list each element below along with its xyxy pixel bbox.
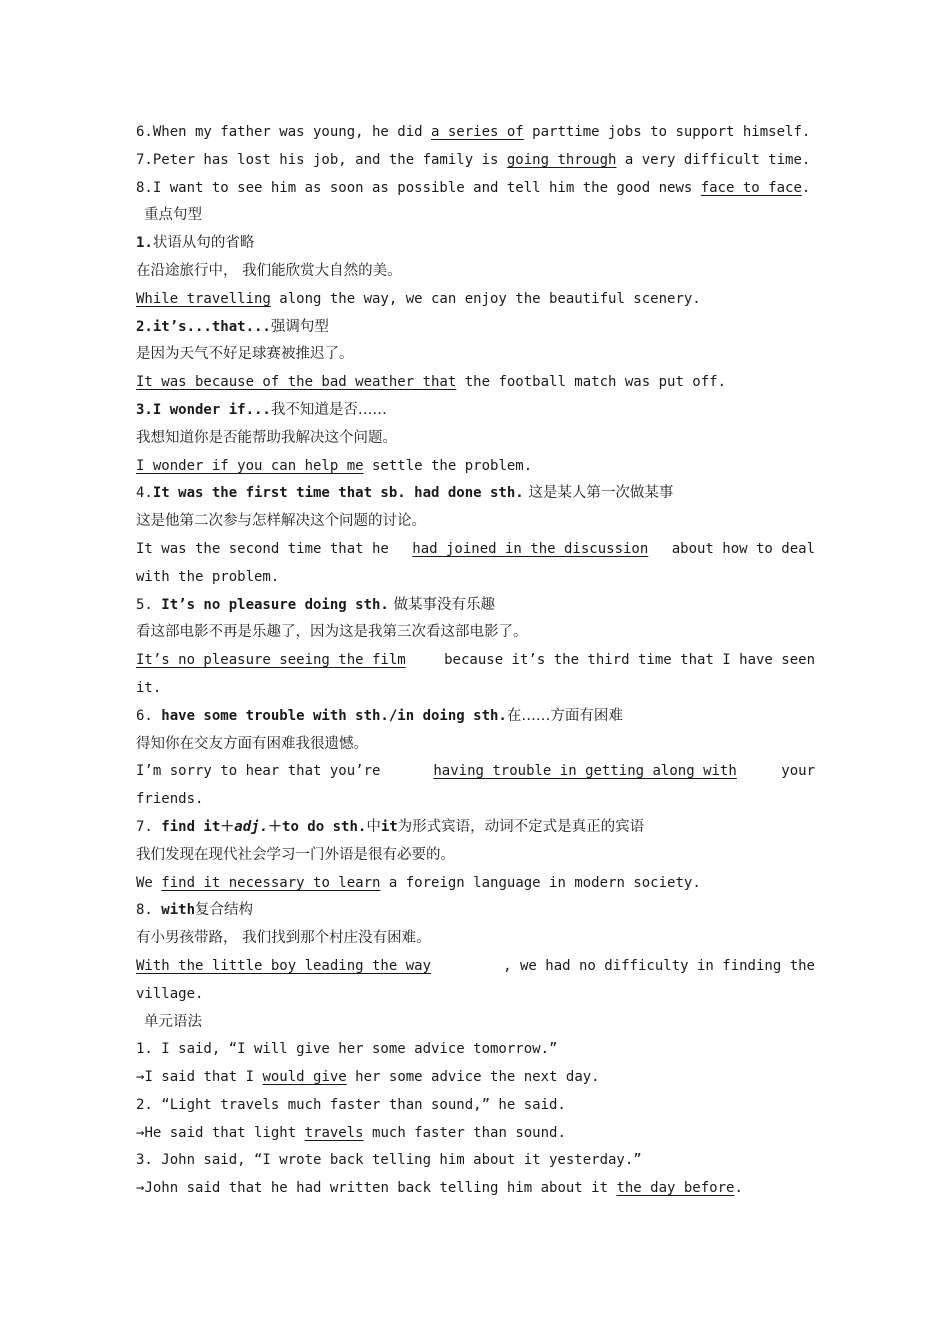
answer-underline: travels bbox=[304, 1124, 364, 1141]
pattern-6-english bbox=[136, 758, 815, 786]
pattern-number: 6. bbox=[136, 707, 153, 724]
pattern-title-zh: 中 bbox=[366, 818, 381, 835]
grammar-1-answer bbox=[136, 1064, 815, 1092]
pattern-3-chinese: 我想知道你是否能帮助我解决这个问题。 bbox=[136, 429, 397, 446]
pattern-5-chinese: 看这部电影不再是乐趣了，因为这是我第三次看这部电影了。 bbox=[136, 624, 528, 641]
pattern-6-heading bbox=[136, 703, 815, 731]
sentence-text: 8.I want to see him as soon as possible and tell him the good news bbox=[136, 179, 701, 196]
pattern-1-heading bbox=[136, 230, 815, 258]
pattern-number: 7. bbox=[136, 818, 153, 835]
sentence-text: your bbox=[781, 763, 815, 780]
sentence-text: 6.When my father was young, he did bbox=[136, 124, 432, 140]
sentence-text: because it’s the third time that I have seen bbox=[435, 652, 815, 669]
answer-underline: the day before bbox=[616, 1180, 735, 1197]
sentence-text: , we had no difficulty in finding the bbox=[503, 957, 815, 974]
pattern-7-chinese: 我们发现在现代社会学习一门外语是很有必要的。 bbox=[136, 846, 455, 863]
answer-underline: find it necessary to learn bbox=[161, 874, 381, 891]
pattern-title-en: with bbox=[152, 902, 196, 919]
sentence-text: about how to deal bbox=[663, 540, 815, 557]
pattern-7-heading bbox=[136, 814, 815, 842]
pattern-title-en: have some trouble with sth./in doing sth. bbox=[152, 707, 507, 724]
pattern-title-zh: 做某事没有乐趣 bbox=[388, 596, 495, 613]
pattern-title-en: 3.I wonder if... bbox=[136, 401, 271, 418]
grammar-1-question: 1. I said, “I will give her some advice tomorrow.” bbox=[136, 1041, 558, 1058]
sentence-text: . bbox=[734, 1180, 743, 1197]
pattern-title-em: adj. bbox=[234, 818, 269, 835]
pattern-2-chinese: 是因为天气不好足球赛被推迟了。 bbox=[136, 346, 354, 363]
pattern-4-english bbox=[136, 536, 815, 564]
answer-underline: going through bbox=[506, 151, 617, 168]
sentence-text: a very difficult time. bbox=[616, 151, 811, 168]
answer-underline: a series of bbox=[431, 124, 524, 140]
arrow-icon: → bbox=[136, 1069, 145, 1086]
pattern-title-en: find it＋ bbox=[152, 818, 235, 835]
answer-underline: had joined in the discussion bbox=[412, 540, 649, 557]
grammar-3-answer bbox=[136, 1175, 815, 1203]
pattern-4-english-cont: with the problem. bbox=[136, 568, 280, 585]
answer-underline: It’s no pleasure seeing the film bbox=[136, 652, 406, 669]
pattern-title-en: ＋to do sth. bbox=[268, 818, 367, 835]
answer-underline: With the little boy leading the way bbox=[136, 957, 432, 974]
sentence-text: the football match was put off. bbox=[456, 374, 727, 391]
section-title-patterns: 重点句型 bbox=[144, 207, 202, 224]
pattern-1-chinese: 在沿途旅行中， 我们能欣赏大自然的美。 bbox=[136, 262, 402, 279]
pattern-title-zh: 状语从句的省略 bbox=[152, 235, 255, 252]
sentence-text: parttime jobs to support himself. bbox=[523, 124, 811, 140]
section-title-grammar: 单元语法 bbox=[144, 1013, 202, 1030]
pattern-title-zh: 我不知道是否…… bbox=[270, 401, 387, 418]
pattern-8-english bbox=[136, 953, 815, 981]
pattern-number: 8. bbox=[136, 902, 153, 919]
pattern-2-english bbox=[136, 369, 815, 397]
document-page bbox=[136, 119, 815, 1203]
pattern-5-english-cont: it. bbox=[136, 679, 162, 696]
pattern-8-chinese: 有小男孩带路， 我们找到那个村庄没有困难。 bbox=[136, 930, 431, 947]
sentence-text: He said that light bbox=[144, 1124, 305, 1141]
pattern-title-en: It was the first time that sb. had done sth. bbox=[152, 485, 524, 502]
sentence-text: John said that he had written back telling him about it bbox=[144, 1180, 617, 1197]
answer-underline: having trouble in getting along with bbox=[433, 763, 737, 780]
sentence-text: along the way, we can enjoy the beautiful scenery. bbox=[270, 290, 701, 307]
arrow-icon: → bbox=[136, 1180, 145, 1197]
answer-underline: would give bbox=[262, 1069, 347, 1086]
sentence-text: a foreign language in modern society. bbox=[380, 874, 701, 891]
pattern-1-english bbox=[136, 286, 815, 314]
sentence-text: We bbox=[136, 874, 162, 891]
sentence-8 bbox=[136, 175, 815, 203]
pattern-8-heading bbox=[136, 897, 815, 925]
pattern-title-en: It’s no pleasure doing sth. bbox=[152, 596, 389, 613]
pattern-number: 5. bbox=[136, 596, 153, 613]
pattern-title-zh: 复合结构 bbox=[195, 902, 254, 919]
grammar-2-answer bbox=[136, 1120, 815, 1148]
sentence-text: settle the problem. bbox=[363, 457, 533, 474]
pattern-title-zh: 这是某人第一次做某事 bbox=[523, 485, 674, 502]
answer-underline: face to face bbox=[700, 179, 802, 196]
sentence-text: It was the second time that he bbox=[136, 540, 398, 557]
sentence-text: much faster than sound. bbox=[363, 1124, 566, 1141]
pattern-6-english-cont: friends. bbox=[136, 791, 204, 808]
answer-underline: I wonder if you can help me bbox=[136, 457, 364, 474]
pattern-title-zh: 在……方面有困难 bbox=[506, 707, 623, 724]
pattern-2-heading bbox=[136, 314, 815, 342]
sentence-text: . bbox=[801, 179, 811, 196]
pattern-3-heading bbox=[136, 397, 815, 425]
pattern-title-en: 2.it’s...that... bbox=[136, 318, 271, 335]
pattern-3-english bbox=[136, 453, 815, 481]
pattern-number: 4. bbox=[136, 485, 153, 502]
pattern-8-english-cont: village. bbox=[136, 985, 204, 1002]
pattern-4-heading bbox=[136, 480, 815, 508]
grammar-2-question: 2. “Light travels much faster than sound,” he said. bbox=[136, 1096, 566, 1113]
pattern-6-chinese: 得知你在交友方面有困难我很遗憾。 bbox=[136, 735, 368, 752]
answer-underline: While travelling bbox=[136, 290, 271, 307]
pattern-7-english bbox=[136, 870, 815, 898]
sentence-7 bbox=[136, 147, 815, 175]
grammar-3-question: 3. John said, “I wrote back telling him about it yesterday.” bbox=[136, 1152, 642, 1169]
pattern-5-english bbox=[136, 647, 815, 675]
pattern-title-zh: 为形式宾语，动词不定式是真正的宾语 bbox=[397, 818, 645, 835]
sentence-text: I’m sorry to hear that you’re bbox=[136, 763, 389, 780]
pattern-4-chinese: 这是他第二次参与怎样解决这个问题的讨论。 bbox=[136, 513, 426, 530]
pattern-title-en: it bbox=[380, 818, 398, 835]
sentence-6 bbox=[136, 119, 815, 147]
pattern-number: 1. bbox=[136, 235, 153, 252]
sentence-text: her some advice the next day. bbox=[346, 1069, 600, 1086]
sentence-text: I said that I bbox=[144, 1069, 263, 1086]
arrow-icon: → bbox=[136, 1124, 145, 1141]
sentence-text: 7.Peter has lost his job, and the family is bbox=[136, 151, 507, 168]
answer-underline: It was because of the bad weather that bbox=[136, 374, 457, 391]
pattern-5-heading bbox=[136, 592, 815, 620]
pattern-title-zh: 强调句型 bbox=[270, 318, 329, 335]
